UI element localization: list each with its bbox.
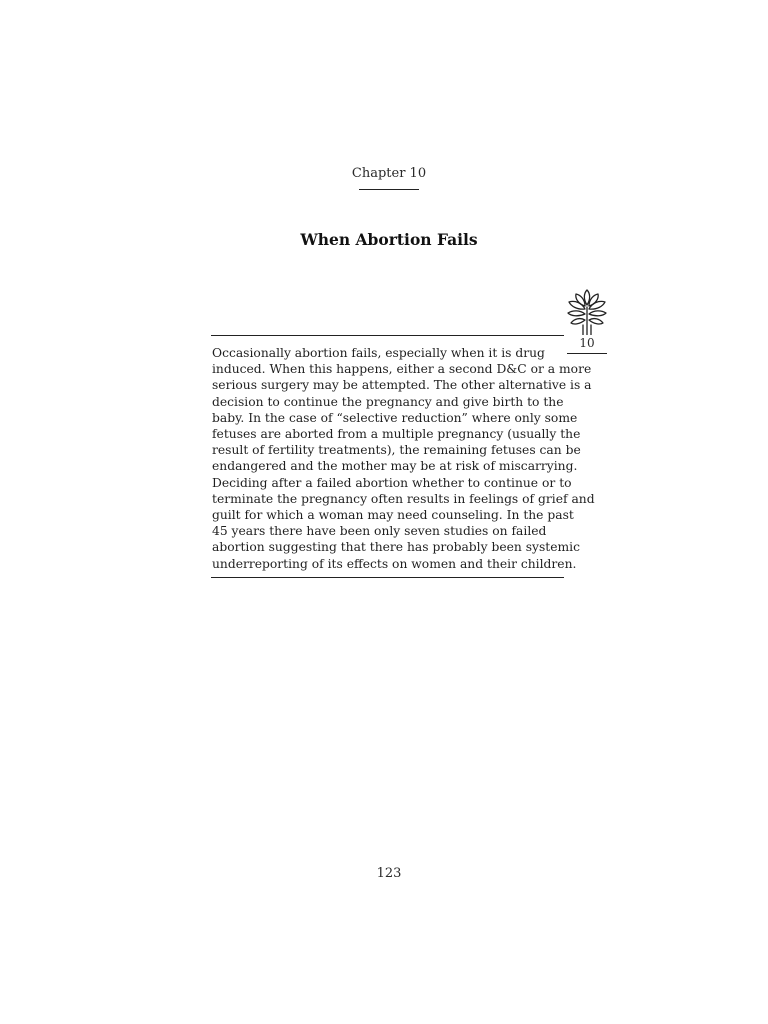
abstract-line: result of fertility treatments), the remaining fetuses can be xyxy=(212,443,581,458)
abstract-line: terminate the pregnancy often results in feelings of grief and xyxy=(212,491,595,506)
abstract-line: fetuses are aborted from a multiple pregnancy (usually the xyxy=(212,427,581,442)
abstract-line: endangered and the mother may be at risk of miscarrying. xyxy=(212,459,578,474)
abstract-line: underreporting of its effects on women and their children. xyxy=(212,556,577,571)
abstract-line: Occasionally abortion fails, especially when it is drug xyxy=(212,346,545,360)
chapter-number: 10 xyxy=(579,336,595,350)
abstract-line: induced. When this happens, either a second D&C or a more xyxy=(212,362,592,377)
chapter-number-rule xyxy=(567,353,607,354)
abstract-line: abortion suggesting that there has probably been systemic xyxy=(212,540,580,555)
chapter-label: Chapter 10 xyxy=(351,166,427,181)
chapter-label-rule xyxy=(359,189,419,190)
page-number: 123 xyxy=(376,866,402,881)
abstract-bottom-rule xyxy=(211,577,564,578)
chapter-title: When Abortion Fails xyxy=(300,230,478,249)
flower-icon xyxy=(563,289,611,335)
abstract-line: baby. In the case of “selective reduction” where only some xyxy=(212,410,578,425)
chapter-abstract xyxy=(212,345,595,572)
abstract-line: serious surgery may be attempted. The other alternative is a xyxy=(212,378,592,393)
abstract-line: guilt for which a woman may need counseling. In the past xyxy=(212,508,574,523)
abstract-top-rule xyxy=(211,335,564,336)
abstract-line: Deciding after a failed abortion whether to continue or to xyxy=(212,475,572,490)
abstract-line: decision to continue the pregnancy and give birth to the xyxy=(212,394,564,409)
abstract-line: 45 years there have been only seven studies on failed xyxy=(212,524,547,539)
